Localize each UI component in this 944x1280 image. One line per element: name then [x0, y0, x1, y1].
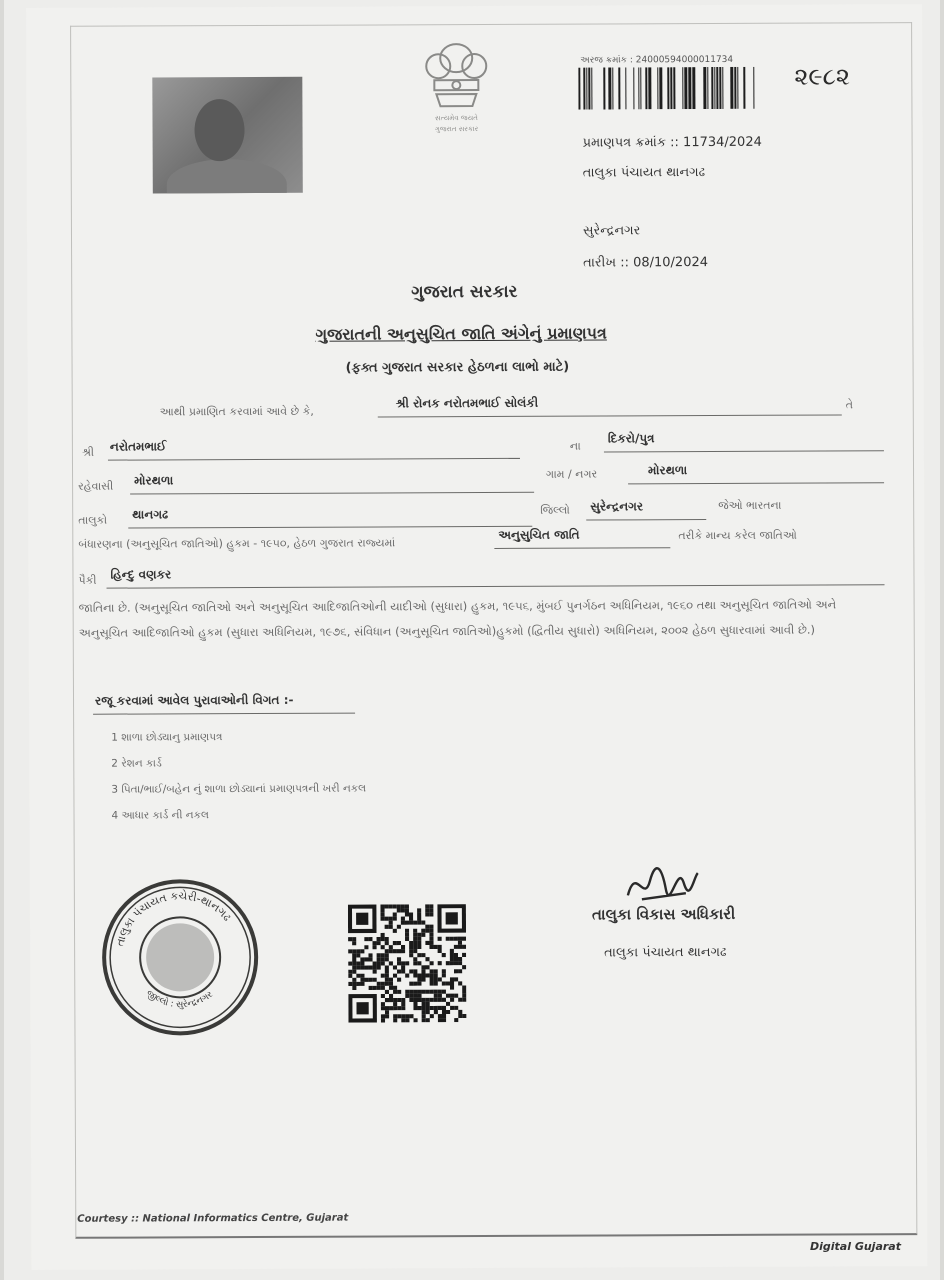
- certificate-sheet: [26, 4, 927, 1270]
- certificate-note: (ફક્ત ગુજરાત સરકાર હેઠળના લાભો માટે): [345, 359, 570, 376]
- handwritten-number: ૨૯૮૨: [794, 62, 850, 91]
- document-item-2: 2 રેશન કાર્ડ: [111, 757, 162, 770]
- issuing-office: તાલુકા પંચાયત થાનગઢ: [582, 165, 706, 181]
- caste-prefix: પૈકી: [78, 573, 97, 587]
- government-title: ગુજરાત સરકાર: [411, 281, 518, 303]
- document-item-1: 1 શાળા છોડ્યાનુ પ્રમાણપત્ર: [111, 731, 223, 744]
- document-item-4: 4 આધાર કાર્ડ ની નકલ: [111, 809, 209, 822]
- official-seal-icon: [100, 877, 261, 1038]
- svg-text:ગુજરાત સરકાર: ગુજરાત સરકાર: [434, 125, 479, 134]
- svg-text:જીલ્લો : સુરેન્દ્રનગર: જીલ્લો : સુરેન્દ્રનગર: [143, 988, 215, 1011]
- caste-category: અનુસુચિત જાતિ: [498, 527, 580, 542]
- constitution-order-text: બંધારણના (અનુસૂચિત જાતિઓ) હુકમ - ૧૯૫૦, હેઠળ ગુજરાત રાજ્યમાં: [78, 536, 396, 551]
- line1-suffix: તે: [845, 398, 854, 412]
- applicant-photo: [152, 77, 303, 194]
- father-prefix: શ્રી: [81, 445, 95, 459]
- legal-paragraph: જાતિના છે. (અનુસૂચિત જાતિઓ અને અનુસૂચિત આદિજાતિઓની યાદીઓ (સુધારા) હુકમ, ૧૯૫૬, મુંબઈ પુનર્ગઠન અધિનિયમ, ૧૯૬૦ તથા અનુસૂચિત જાતિઓ અને અનુસૂચિત આદિજાતિઓ હુકમ (સુધારા અધિનિયમ, ૧૯૭૬, સંવિધાન (અનુસૂચિત જાતિઓ)હુકમો (દ્વિતીય સુધારો) અધિનિયમ, ૨૦૦૨ હેઠળ સુધારવામાં આવી છે.): [78, 597, 837, 640]
- signatory-office: તાલુકા પંચાયત થાનગઢ: [604, 944, 727, 961]
- recognized-castes-text: તરીકે માન્ય કરેલ જાતિઓ: [678, 528, 797, 543]
- father-name: નરોતમભાઈ: [109, 439, 167, 454]
- certify-label: આથી પ્રમાણિત કરવામાં આવે છે કે,: [159, 404, 314, 419]
- residence: મોરથળા: [134, 473, 174, 488]
- qr-code[interactable]: [348, 904, 467, 1023]
- footer-courtesy: Courtesy :: National Informatics Centre, Gujarat: [77, 1212, 349, 1225]
- nationality-text: જેઓ ભારતના: [718, 498, 782, 512]
- village: મોરથળા: [647, 463, 688, 478]
- barcode: [578, 67, 768, 110]
- svg-text:સત્યમેવ જયતે: સત્યમેવ જયતે: [435, 114, 478, 123]
- certificate-number: પ્રમાણપત્ર ક્રમાંક :: 11734/2024: [582, 134, 762, 151]
- taluka-label: તાલુકો: [78, 513, 108, 527]
- relation-connector: ના: [569, 439, 581, 453]
- village-label: ગામ / નગર: [546, 467, 598, 481]
- relation: દિકરો/પુત્ર: [607, 431, 655, 446]
- svg-text:ક્ષિણવ: ક્ષિણવ: [621, 859, 625, 861]
- certificate-title: ગુજરાતની અનુસુચિત જાતિ અંગેનું પ્રમાણપત્ર: [315, 323, 607, 344]
- documents-heading: રજૂ કરવામાં આવેલ પુરાવાઓની વિગત :-: [94, 692, 294, 708]
- footer-digital-gujarat: Digital Gujarat: [810, 1240, 901, 1253]
- issue-date: તારીખ :: 08/10/2024: [583, 255, 709, 271]
- photo-background: [4, 0, 940, 1280]
- taluka: થાનગઢ: [132, 507, 169, 522]
- district-label: જિલ્લો: [540, 503, 570, 517]
- svg-text:તાલુકા પંચાયત કચેરી-થાનગઢ: તાલુકા પંચાયત કચેરી-થાનગઢ: [113, 889, 234, 948]
- caste: હિન્દુ વણકર: [110, 567, 172, 582]
- signatory-title: તાલુકા વિકાસ અધિકારી: [591, 904, 736, 924]
- handwritten-signature: [622, 859, 702, 907]
- application-number: અરજ ક્રમાંક : 24000594000011734: [580, 54, 734, 66]
- document-item-3: 3 પિતા/ભાઈ/બહેન નું શાળા છોડ્યાનાં પ્રમાણપત્રની ખરી નકલ: [111, 782, 367, 796]
- district-value: સુરેન્દ્રનગર: [590, 499, 644, 514]
- holder-name: શ્રી રોનક નરોતમભાઈ સોલંકી: [395, 395, 539, 411]
- residence-label: રહેવાસી: [78, 479, 114, 493]
- district: સુરેન્દ્રનગર: [582, 223, 641, 239]
- national-emblem-icon: [416, 36, 496, 136]
